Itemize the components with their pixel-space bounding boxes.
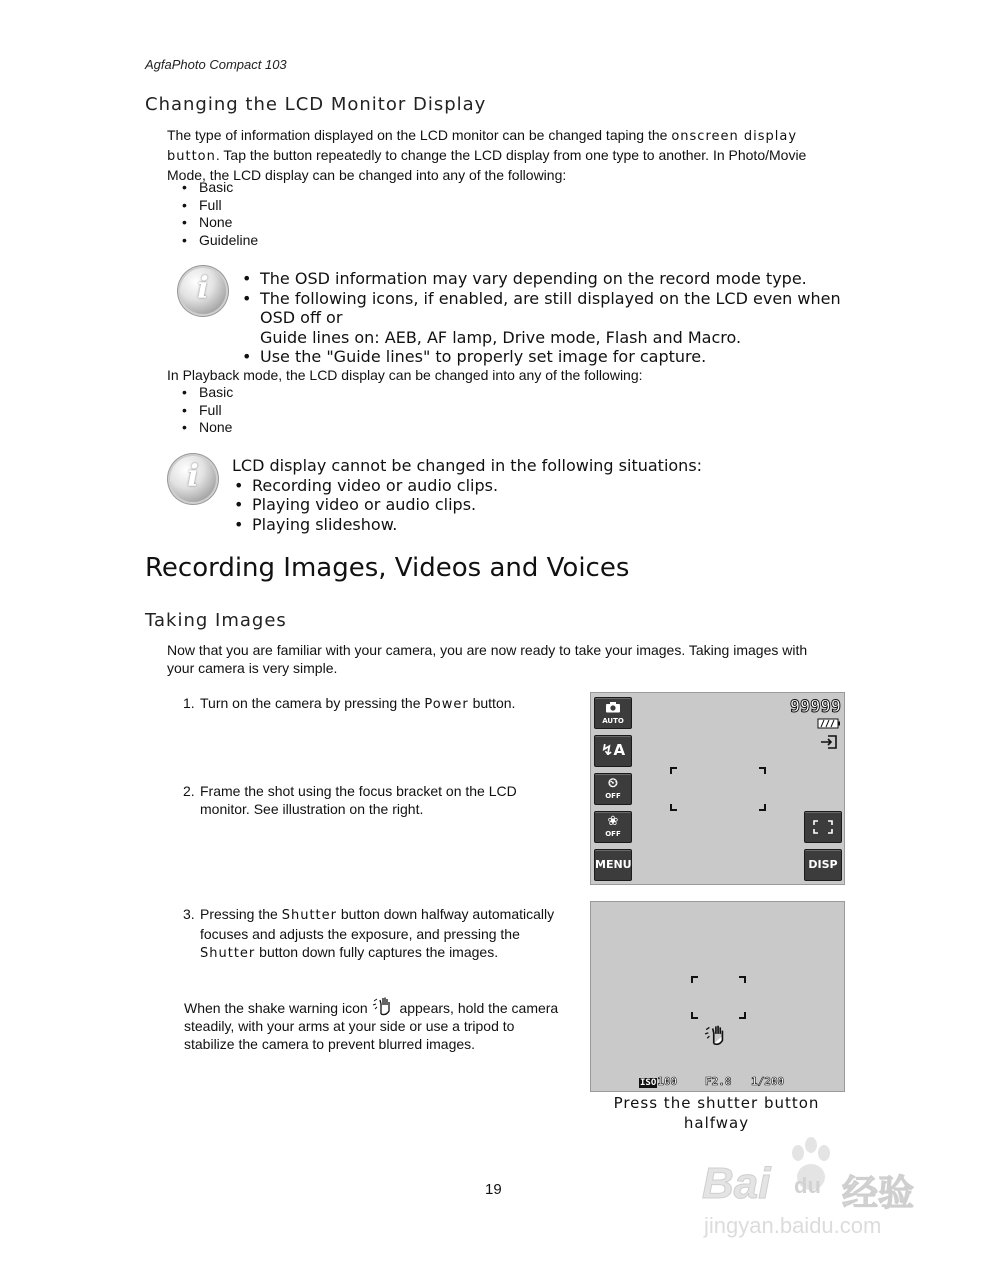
watermark-chinese: 经验 (842, 1172, 915, 1213)
iso-label: ISO (640, 1078, 657, 1088)
info-icon: i (170, 456, 216, 502)
shake-warning-text (184, 996, 584, 1053)
intro-text: . Tap the button repeatedly to change the LCD display from one type to another. In Photo/Movie (215, 147, 807, 163)
step-number: 2. (183, 783, 195, 799)
intro-text: The type of information displayed on the LCD monitor can be changed taping the (167, 127, 672, 143)
step-number: 3. (183, 906, 195, 922)
section-title-taking-images: Taking Images (145, 610, 287, 631)
aperture-readout: F2.8 (705, 1075, 732, 1088)
list-item: • None (167, 419, 233, 437)
list-item: • None (167, 214, 258, 232)
focus-bracket-corner (739, 1012, 746, 1019)
lcd-display-options-list (167, 179, 258, 249)
list-item: • Basic (167, 384, 233, 402)
battery-icon (817, 718, 841, 729)
iso-readout (639, 1075, 677, 1088)
step-2 (183, 782, 583, 822)
intro-key: button (167, 149, 216, 164)
menu-button: MENU (594, 849, 632, 881)
focus-bracket-corner (670, 804, 677, 811)
macro-button (594, 811, 632, 843)
intro-text: Mode, the LCD display can be changed into any of the following: (167, 167, 567, 183)
list-item: • Guideline (167, 232, 258, 250)
camera-icon (605, 701, 621, 713)
focus-bracket-corner (759, 804, 766, 811)
flash-mode-label: A (613, 741, 626, 759)
memory-card-icon (820, 734, 838, 750)
list-item: • Full (167, 197, 258, 215)
list-item: • Playing video or audio clips. (232, 495, 832, 515)
note-lcd-restrictions (232, 456, 832, 534)
shots-remaining-counter: 99999 (789, 697, 841, 717)
intro-key: onscreen display (671, 129, 798, 144)
watermark-du: du (794, 1173, 821, 1198)
section1-intro (167, 126, 857, 184)
playback-intro: In Playback mode, the LCD display can be changed into any of the following: (167, 367, 643, 383)
step-key: Power (424, 697, 469, 712)
baidu-watermark (700, 1135, 940, 1245)
caption-line: Press the shutter button (613, 1094, 820, 1112)
camera-mode-button (594, 697, 632, 729)
step-text: Frame the shot using the focus bracket on the LCD (200, 783, 517, 799)
caption-line: halfway (683, 1114, 750, 1132)
focus-bracket-corner (691, 1012, 698, 1019)
running-header: AgfaPhoto Compact 103 (145, 57, 287, 72)
auto-label: AUTO (602, 717, 624, 725)
self-timer-button (594, 773, 632, 805)
lcd-illustration-half-press (590, 901, 845, 1092)
list-item: • Basic (167, 179, 258, 197)
focus-bracket-corner (691, 976, 698, 983)
shutter-speed-readout: 1/200 (751, 1075, 785, 1088)
focus-bracket-corner (739, 976, 746, 983)
step-text: monitor. See illustration on the right. (200, 801, 424, 817)
shake-text: steadily, with your arms at your side or use a tripod to (184, 1018, 515, 1034)
playback-options-list (167, 384, 233, 437)
step-1 (183, 694, 583, 714)
list-item (240, 289, 860, 348)
timer-icon: ⏲ (607, 776, 619, 791)
section-title-lcd-display: Changing the LCD Monitor Display (145, 94, 487, 115)
list-item: • Full (167, 402, 233, 420)
note-text: Guide lines on: AEB, AF lamp, Drive mode, Flash and Macro. (260, 327, 742, 347)
info-icon: i (180, 268, 226, 314)
disp-button: DISP (804, 849, 842, 881)
shake-warning-icon (704, 1024, 730, 1046)
flash-button (594, 735, 632, 767)
focus-bracket-corner (759, 767, 766, 774)
watermark-brand: Bai (702, 1159, 771, 1208)
shake-hand-icon (372, 996, 396, 1016)
intro-text: Now that you are familiar with your camera, you are now ready to take your images. Taking images with (167, 642, 808, 658)
note-osd (240, 269, 860, 367)
lcd-illustration-framing (590, 692, 845, 885)
note-text: The following icons, if enabled, are still displayed on the LCD even when OSD off or (260, 288, 841, 327)
note-heading: LCD display cannot be changed in the following situations: (232, 456, 703, 475)
chapter-title: Recording Images, Videos and Voices (145, 553, 630, 583)
iso-value: 100 (657, 1075, 678, 1088)
step-text: button down fully captures the images. (255, 944, 499, 960)
macro-flower-icon: ❀ (607, 814, 619, 829)
shake-text: stabilize the camera to prevent blurred images. (184, 1036, 476, 1052)
list-item: • Recording video or audio clips. (232, 476, 832, 496)
step-text: button down halfway automatically (337, 906, 555, 922)
step-3 (183, 905, 583, 965)
macro-off-label: OFF (605, 830, 621, 838)
focus-bracket-corner (670, 767, 677, 774)
step-text: Pressing the (200, 906, 282, 922)
shake-text: appears, hold the camera (395, 1000, 559, 1016)
step-text: focuses and adjusts the exposure, and pressing the (200, 926, 520, 942)
shake-text: When the shake warning icon (184, 1000, 372, 1016)
step-text: button. (468, 695, 516, 711)
watermark-url: jingyan.baidu.com (704, 1213, 882, 1238)
step-key: Shutter (200, 946, 256, 961)
list-item: • Playing slideshow. (232, 515, 832, 535)
flash-icon: ↯ (600, 741, 614, 759)
intro-text: your camera is very simple. (167, 660, 338, 676)
page-number: 19 (485, 1181, 502, 1198)
section2-intro (167, 641, 857, 677)
list-item: • Use the "Guide lines" to properly set image for capture. (240, 347, 860, 367)
fullscreen-button (804, 811, 842, 843)
step-text: Turn on the camera by pressing the (200, 695, 425, 711)
step-number: 1. (183, 695, 195, 711)
frame-corners-icon (813, 820, 833, 834)
illustration-caption (590, 1093, 843, 1133)
list-item: • The OSD information may vary depending on the record mode type. (240, 269, 860, 289)
step-key: Shutter (281, 908, 337, 923)
timer-off-label: OFF (605, 792, 621, 800)
